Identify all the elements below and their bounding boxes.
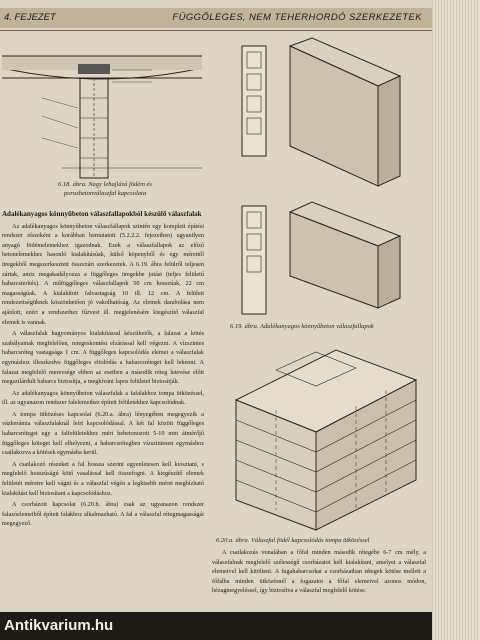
chapter-label: 4. FEJEZET (4, 12, 56, 23)
book-page-edges (432, 0, 480, 640)
paragraph: A csatlakozás vonalában a főfal minden második rétegébe 6-7 cm mély, a válaszfalnak megfelelő szélességű csorbázatot kell kialakítani, amelyet a válaszfal elemeivel kell kitölteni. A fugahabarcsokat a csorbázatban rétegek kötése mellett a főfalba minden ütközésnél a fogazatot a főfal elemeivel azonos módon, hézagmegyeléssel, így biztosítva a válaszfal megfelelő kötése. (212, 549, 426, 595)
figure-6-20a-caption: 6.20.a. ábra. Válaszfal födél kapcsolódás tompa ütközéssel (216, 537, 370, 544)
figure-6-20a (216, 340, 426, 540)
section-title: Adalékanyagos könnyűbeton válaszfallapokból készülő válaszfalak (2, 210, 202, 218)
figure-6-19 (220, 36, 420, 316)
figure-6-18-caption: 6.18. ábra. Nagy lehajlású födém és porushetonválaszfal kapcsolata (58, 181, 152, 197)
paragraph: Az adalékanyagos könnyűbeton válaszfalak a fafalakhoz tompa ütközéssel, ill. az ugyanazon rendszer falelemeihez épített felületekhez kapcsolódnak. (2, 389, 204, 407)
right-text-column (212, 548, 426, 598)
paragraph: A válaszfalak hagyományos kialakítással készíthetők, a falazat a kötés szabályainak megfelelően, retegeskontést elzárással kell végezni. A vízszintes habarcsréteg vastagsága 1 cm. A függőleges kapcsolódás elemei a válaszfalak egymáshoz illeszkedve függőleges eltolódás a habarcsréteget kell lekenni. A falazat megfelelő merevsége ebben az esetben a második réteg letevése előtt megszilárdult habarcs biztosítja, a megkívánt lapos felületet biztosítják. (2, 330, 204, 386)
running-title: FÜGGŐLEGES, NEM TEHERHORDÓ SZERKEZETEK (172, 12, 422, 23)
watermark-logo: Antikvarium.hu (0, 612, 432, 640)
figure-6-19-caption: 6.19. ábra. Adalékanyagos könnyűbeton válaszfallapok (230, 323, 374, 330)
paragraph: Az adalékanyagos könnyűbeton válaszfallapok szintén egy komplett építési rendszer részeként a korábban bemutatott (5.2.2.2. fejezetben) ugyanilyen anyagú födémelemekhez igazodnak. Ezek a válaszfallapok az előző betonelemekhez hasonló kialakításúak, külső köpenyből és egy mérettől üregekből megszerkesztett összezárt szerkezetek. A 6.19. ábra felülről teljesen zártak, amiz megakadályozza a függőleges üregekbe jutást (teljes felületű habarcsterítés). A műfüggőleges válaszfallapok 50 cm hosszúak, 22 cm magasságúak. A kialakított falvastagság 10 ill. 12 cm. A felületi rendezettségüknek köszönhetően jó vakolhatóság. Az elemek darabolása nem ajánlott, ezért a rendszerhez fűzvest ill. megjelenésére kiegészítő válaszfal elemek is vannak. (2, 222, 204, 326)
paragraph: A csorbázott kapcsolat (6.20.b. ábra) csak az ugyanazon rendszer falazóelemeiből épített falakhoz alkalmazható. A fal a válaszfal rétegmagasságát megegyező. (2, 501, 204, 528)
figure-6-18 (2, 38, 202, 188)
left-text-column (2, 210, 204, 531)
running-header (0, 8, 432, 28)
paragraph: A csatlakozó részeket a fal hossza szerint egyenletesen kell kiosztani, s megfelelő hosszúságú kötő vasalással kell összefogni. A kiegészítő elemek felületét méretre kell vágni és a válaszfal végén a legkisebb méret megbízható kialakítást kell biztosítani a kapcsolódáshoz. (2, 460, 204, 497)
paragraph: A tompa ütközéses kapcsolat (6.20.a. ábra) lényegében megegyezik a vázkerámia válaszfalaknál leírt kapcsolódással. A két fal között függőleges habarcsréteget egy a falfelületekhez mért bebetonozott 5-10 mm átmérőjű függőleges köteget kell elhelyezni, a habarcsrétegben vízszintesen egymáshoz csatlakozva a kötések egymásba kerül. (2, 410, 204, 457)
